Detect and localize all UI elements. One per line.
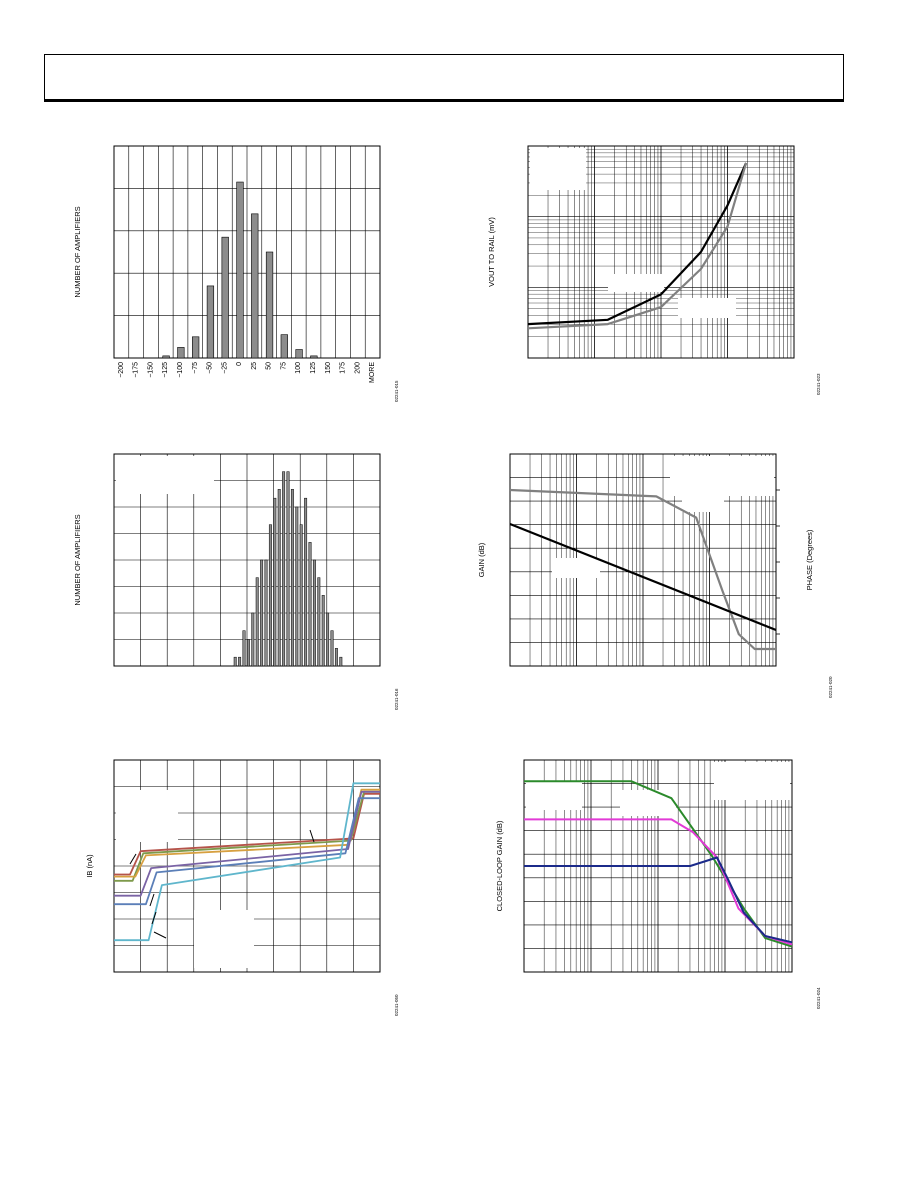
- bar: [335, 648, 337, 666]
- bar: [178, 347, 185, 358]
- bar: [265, 560, 267, 666]
- y-axis-label: CLOSED-LOOP GAIN (dB): [495, 820, 504, 912]
- page-header-box: [44, 54, 844, 102]
- offset-histogram-chart: [70, 140, 410, 410]
- bar: [322, 595, 324, 666]
- x-tick-label: MORE: [369, 362, 377, 383]
- label-mask: [552, 558, 600, 578]
- x-tick-label: 175: [339, 362, 347, 374]
- bar: [269, 525, 271, 666]
- figure-distribution-histogram: [70, 448, 410, 718]
- figure-offset-histogram: [70, 140, 410, 410]
- figure-code: 02241-050: [394, 994, 399, 1016]
- x-tick-label: 125: [309, 362, 317, 374]
- bar: [326, 613, 328, 666]
- bar: [311, 356, 318, 358]
- bar: [300, 525, 302, 666]
- closed-loop-gain-chart: [480, 754, 830, 1024]
- label-mask: [116, 456, 214, 494]
- label-mask: [670, 456, 774, 496]
- annotation-arrow: [152, 912, 156, 924]
- bar: [278, 489, 280, 666]
- bar: [291, 489, 293, 666]
- bar: [318, 578, 320, 666]
- bar: [281, 335, 288, 358]
- distribution-histogram-chart: [70, 448, 410, 718]
- figure-closed-loop-gain: [480, 754, 830, 1024]
- bar: [287, 472, 289, 666]
- figure-code: 02241-015: [394, 380, 399, 402]
- x-tick-label: −150: [147, 362, 155, 378]
- bar: [260, 560, 262, 666]
- label-mask: [608, 274, 664, 292]
- bar: [313, 560, 315, 666]
- bar: [309, 542, 311, 666]
- ib-line-chart: [70, 754, 410, 1024]
- annotation-arrow: [154, 932, 166, 938]
- bar: [296, 350, 303, 358]
- x-tick-label: 150: [324, 362, 332, 374]
- bar: [340, 657, 342, 666]
- y-axis-label: GAIN (dB): [477, 542, 486, 578]
- bar: [163, 356, 170, 358]
- x-tick-label: 50: [265, 362, 273, 370]
- bar: [192, 337, 199, 358]
- bar: [252, 613, 254, 666]
- x-tick-label: −175: [132, 362, 140, 378]
- label-mask: [116, 790, 178, 842]
- bar: [222, 237, 229, 358]
- bar: [238, 657, 240, 666]
- bar: [251, 214, 258, 358]
- x-tick-label: −100: [176, 362, 184, 378]
- vout-to-rail-chart: [480, 140, 830, 410]
- figure-code: 02241-023: [816, 373, 821, 395]
- label-mask: [526, 782, 582, 810]
- y-axis-label: NUMBER OF AMPLIFIERS: [73, 514, 82, 606]
- bar: [237, 182, 244, 358]
- bar: [296, 507, 298, 666]
- label-mask: [194, 910, 254, 968]
- label-mask: [620, 790, 676, 816]
- label-mask: [678, 298, 736, 318]
- x-tick-label: 25: [250, 362, 258, 370]
- x-tick-label: 75: [280, 362, 288, 370]
- bar: [266, 252, 273, 358]
- y-axis-label: NUMBER OF AMPLIFIERS: [73, 206, 82, 298]
- figure-vout-to-rail: [480, 140, 830, 410]
- y-axis-label: VOUT TO RAIL (mV): [487, 217, 496, 287]
- x-tick-label: 0: [236, 362, 244, 366]
- bar: [331, 631, 333, 666]
- bar: [304, 498, 306, 666]
- bar: [247, 640, 249, 667]
- figure-ib-vs-vcm: [70, 754, 410, 1024]
- figure-code: 02241-020: [828, 676, 833, 698]
- label-mask: [714, 762, 790, 800]
- x-tick-label: −50: [206, 362, 214, 374]
- bar: [282, 472, 284, 666]
- label-mask: [530, 148, 586, 190]
- y-axis-label: IB (nA): [85, 854, 94, 878]
- annotation-arrow: [150, 894, 154, 906]
- bar: [256, 578, 258, 666]
- figure-code: 02241-024: [816, 987, 821, 1009]
- x-tick-label: −125: [162, 362, 170, 378]
- figure-code: 02241-016: [394, 688, 399, 710]
- figure-gain-phase: [477, 448, 833, 718]
- x-tick-label: −25: [221, 362, 229, 374]
- x-tick-label: −200: [117, 362, 125, 378]
- x-tick-label: −75: [191, 362, 199, 374]
- label-mask: [682, 494, 724, 512]
- gain-phase-chart: [477, 448, 833, 718]
- grid: [114, 146, 380, 358]
- x-tick-label: 100: [295, 362, 303, 374]
- y2-axis-label: PHASE (Degrees): [805, 529, 814, 591]
- bar: [234, 657, 236, 666]
- bar: [207, 286, 214, 358]
- x-tick-label: 200: [354, 362, 362, 374]
- bar: [274, 498, 276, 666]
- bar: [243, 631, 245, 666]
